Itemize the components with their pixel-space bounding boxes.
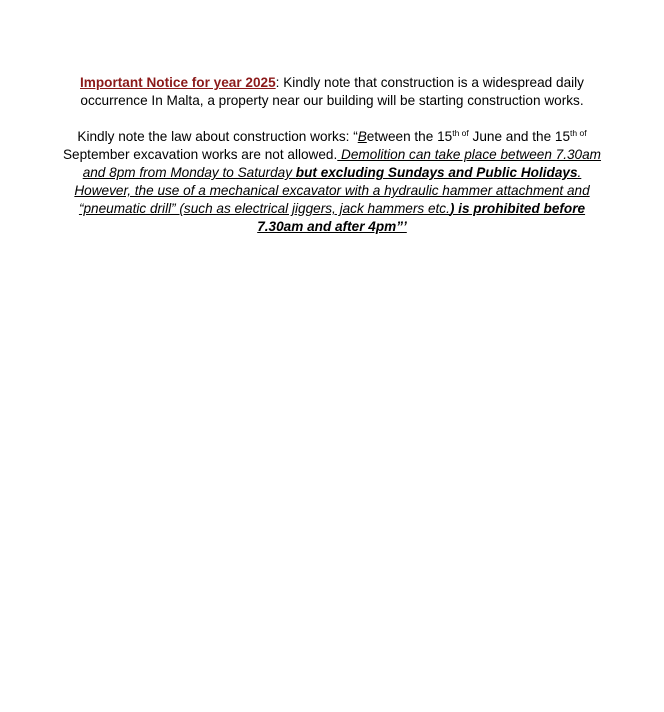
law-between: etween the 15 — [366, 129, 453, 144]
notice-heading: Important Notice for year 2025 — [80, 75, 276, 90]
intro-paragraph — [60, 74, 604, 110]
law-september: September excavation works are not allowed. — [62, 147, 338, 162]
law-first-letter: B — [357, 129, 367, 144]
law-lead: Kindly note the law about construction works: “ — [77, 129, 358, 144]
heading-colon: : — [275, 75, 280, 90]
excluding-text: but excluding Sundays and Public Holidays — [295, 165, 578, 180]
law-paragraph — [60, 128, 604, 236]
notice-body — [60, 74, 604, 254]
ordinal-superscript: th of — [570, 128, 587, 138]
intro-text: Kindly note that construction is a widespread daily occurrence In Malta, a property near our building will be starting construction works. — [80, 75, 584, 108]
ordinal-superscript: th of — [452, 128, 469, 138]
law-june: June and the 15 — [468, 129, 571, 144]
prohibited-text: ) is prohibited before 7.30am and after 4pm”’ — [257, 201, 586, 234]
demolition-text: Demolition can take place between 7.30am and 8pm from Monday to Saturday — [82, 147, 602, 180]
however-text: . However, the use of a mechanical excavator with a hydraulic hammer attachment and “pneumatic drill” (such as electrical jiggers, jack hammers etc. — [74, 165, 590, 216]
